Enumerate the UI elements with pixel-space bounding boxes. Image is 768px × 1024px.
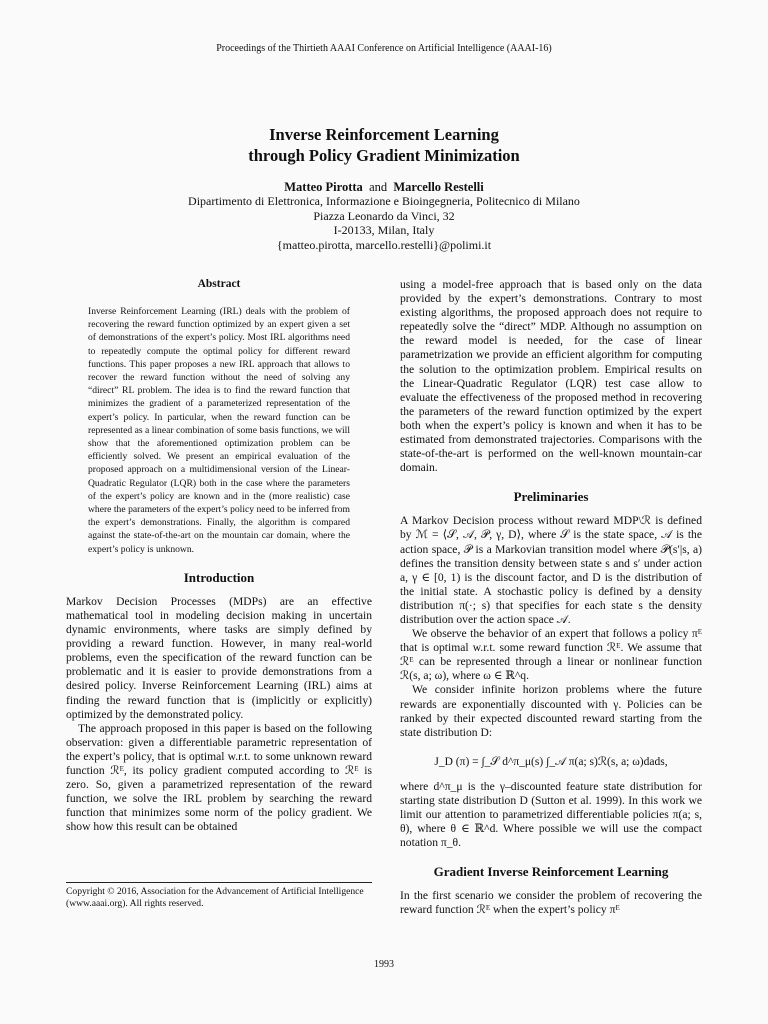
author-conjunction: and [369,180,388,194]
affiliation-line: Dipartimento di Elettronica, Informazione e Bioingegneria, Politecnico di Milano [188,194,580,208]
preliminaries-heading: Preliminaries [513,489,589,505]
objective-equation: J_D (π) = ∫_𝒮 d^π_μ(s) ∫_𝒜 π(a; s)ℛ(s, a; ω)dads, [434,755,668,768]
girl-heading: Gradient Inverse Reinforcement Learning [433,864,669,880]
prelim-paragraph-3: We consider infinite horizon problems where the future rewards are exponentially discounted with γ. Policies can be ranked by their expected discounted reward starting from the state distribution D: [400,683,702,739]
intro-paragraph-2: The approach proposed in this paper is based on the following observation: given a differentiable parametric representation of the expert’s policy, that is optimal w.r.t. to some unknown reward function ℛᴱ, its policy gradient computed according to ℛᴱ is zero. So, given a parametrized representation of the reward function, we solve the IRL problem by searching the reward function that minimizes some norm of the policy gradient. We show how this result can be obtained [66,721,372,834]
affiliation-email: {matteo.pirotta, marcello.restelli}@polimi.it [276,237,492,252]
copyright-footnote: Copyright © 2016, Association for the Advancement of Artificial Intelligence (www.aaai.org). All rights reserved. [66,882,372,910]
paper-title [0,124,768,166]
author-1: Matteo Pirotta [284,180,363,194]
title-line-2: through Policy Gradient Minimization [248,146,520,165]
prelim-paragraph-4: where d^π_μ is the γ–discounted feature state distribution for starting state distribution D (Sutton et al. 1999). In this work we limit our attention to parametrized differentiable policies π(a; s, θ), where θ ∈ ℝ^d. Where possible we will use the compact notation π_θ. [400,779,702,850]
affiliation [0,194,768,252]
introduction-heading: Introduction [183,569,255,585]
authors [0,180,768,195]
abstract-text: Inverse Reinforcement Learning (IRL) deals with the problem of recovering the reward function optimized by an expert given a set of demonstrations of the expert’s policy. Most IRL algorithms need to repeatedly compute the optimal policy for different reward functions. This paper proposes a new IRL approach that allows to recover the reward function without the need of solving any “direct” RL problem. The idea is to find the reward function that minimizes the gradient of a parameterized representation of the expert’s policy. In particular, when the reward function can be represented as a linear combination of some basis functions, we will show that the aforementioned optimization problem can be efficiently solved. We present an empirical evaluation of the proposed approach on a multidimensional version of the Linear-Quadratic Regulator (LQR) both in the case where the parameters of the expert’s policy are known and in the (more realistic) case where the parameters of the expert’s policy need to be inferred from the expert’s demonstrations. Finally, the algorithm is compared against the state-of-the-art on the mountain car domain, where the expert’s policy is unknown. [88,306,350,555]
affiliation-line: Piazza Leonardo da Vinci, 32 [313,208,455,223]
prelim-paragraph-2: We observe the behavior of an expert that follows a policy πᴱ that is optimal w.r.t. some reward function ℛᴱ. We assume that ℛᴱ can be represented through a linear or nonlinear function ℛ(s, a; ω), where ω ∈ ℝ^q. [400,627,702,683]
abstract-heading: Abstract [197,278,241,290]
prelim-paragraph-1: A Markov Decision process without reward MDP\ℛ is defined by ℳ = ⟨𝒮, 𝒜, 𝒫, γ, D⟩, where 𝒮 is the state space, 𝒜 is the action space, 𝒫 is a Markovian transition model where 𝒫(s′|s, a) defines the transition density between state s and s′ under action a, γ ∈ [0, 1) is the discount factor, and D is the distribution of the initial state. A stochastic policy is defined by a density distribution π(·; s) that specifies for each state s the density distribution over the action space 𝒜. [400,514,702,626]
affiliation-line: I-20133, Milan, Italy [333,223,435,237]
author-2: Marcello Restelli [393,180,484,194]
intro-paragraph-1: Markov Decision Processes (MDPs) are an effective mathematical tool in modeling decision making in uncertain dynamic environments, where tasks are simply defined by providing a reward function. However, in many real-world problems, even the specification of the reward function can be problematic and it is easier to provide demonstrations from a desired policy. Inverse Reinforcement Learning (IRL) aims at finding the reward function that is (implicitly or explicitly) optimized by the demonstrated policy. [66,594,372,721]
right-column [400,278,702,917]
page-number: 1993 [374,959,394,970]
intro-continuation: using a model-free approach that is based only on the data provided by the expert’s demonstrations. Contrary to most existing algorithms, the proposed approach does not require to repeatedly solve the “direct” MDP. Although no assumption on the reward model is needed, for the case of linear parametrization we provide an efficient algorithm for computing the solution to the optimization problem. Empirical results on the Linear-Quadratic Regulator (LQR) test case allow to evaluate the effectiveness of the proposed method in recovering the parameters of the reward function optimized by the expert both when the expert’s policy is known and when it has to be estimated from demonstrated trajectories. Comparisons with the state-of-the-art is performed on the well-known mountain-car domain. [400,278,702,475]
title-line-1: Inverse Reinforcement Learning [269,125,499,144]
proceedings-header: Proceedings of the Thirtieth AAAI Conference on Artificial Intelligence (AAAI-16) [216,43,552,54]
girl-paragraph-1: In the first scenario we consider the problem of recovering the reward function ℛᴱ when the expert’s policy πᴱ [400,889,702,917]
left-column [66,278,372,834]
